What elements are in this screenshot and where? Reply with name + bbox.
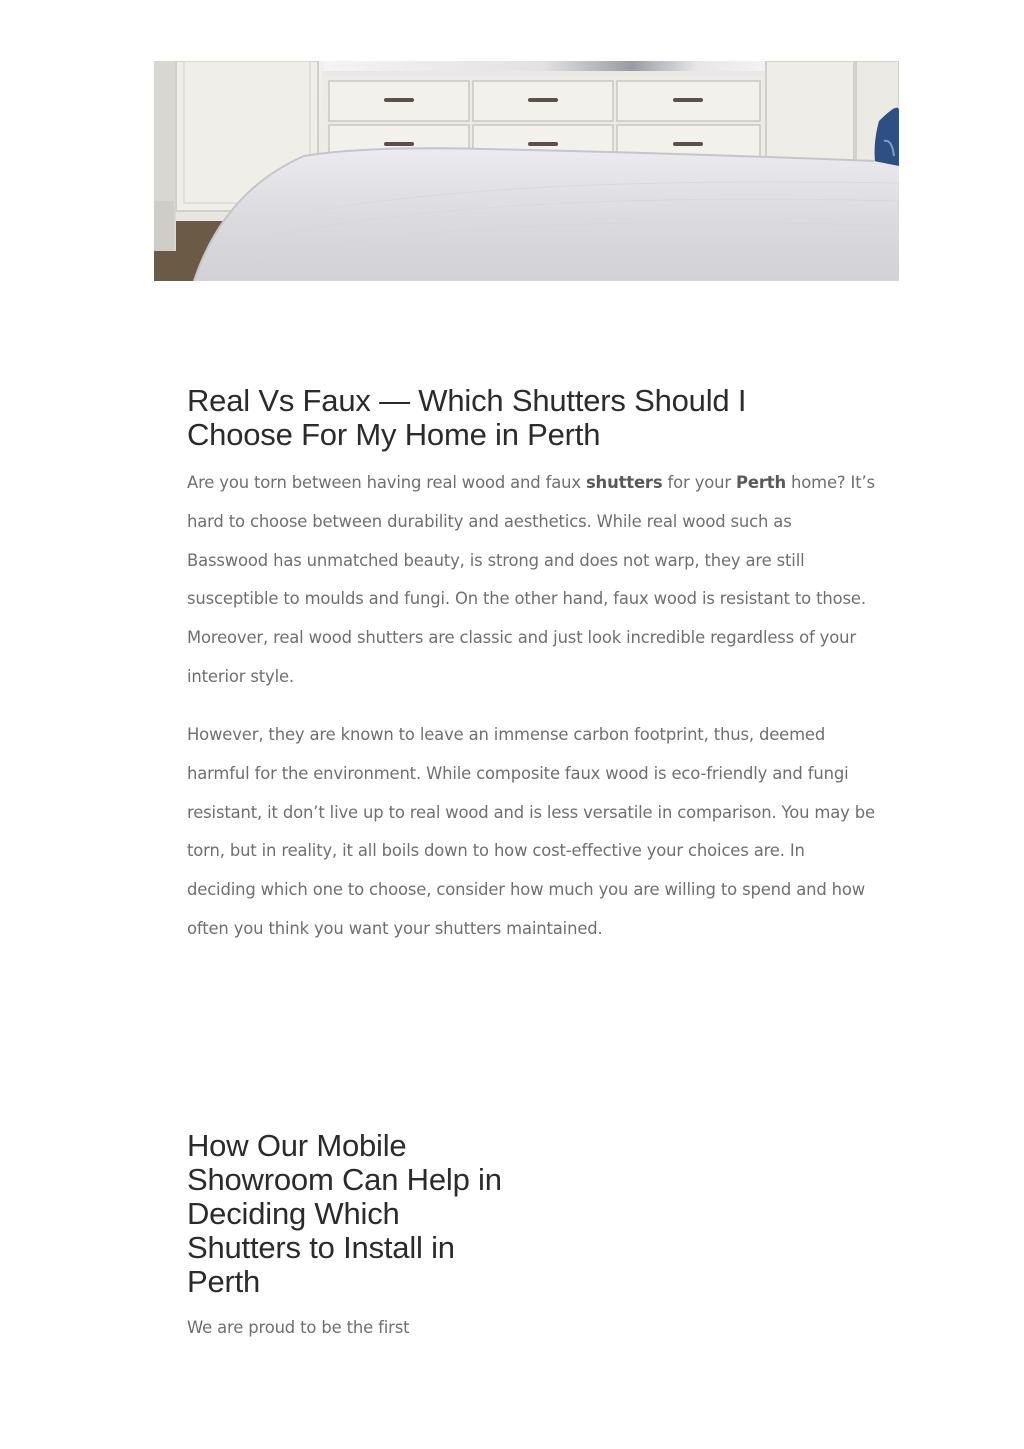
bedroom-photo (154, 61, 899, 281)
article-heading-real-vs-faux: Real Vs Faux — Which Shutters Should I Choose For My Home in Perth (187, 383, 747, 452)
article-heading-mobile-showroom: How Our Mobile Showroom Can Help in Deciding Which Shutters to Install in Perth (187, 1128, 502, 1299)
article-paragraph-2: However, they are known to leave an immense carbon footprint, thus, deemed harmful for the environment. While composite faux wood is eco-friendly and fungi resistant, it don’t live up to real wood and is less versatile in comparison. You may be torn, but in reality, it all boils down to how cost-effective your choices are. In deciding which one to choose, consider how much you are willing to spend and how often you think you want your shutters maintained. (187, 725, 875, 938)
hero-image (154, 61, 899, 281)
keyword-shutters: shutters (585, 473, 663, 492)
article-paragraph-3: We are proud to be the first (187, 1318, 410, 1337)
paragraph-text: home? It’s hard to choose between durability and aesthetics. While real wood such as Basswood has unmatched beauty, is strong and does not warp, they are still susceptible to moulds and fungi. On the other hand, faux wood is resistant to those. Moreover, real wood shutters are classic and just look incredible regardless of your interior style. (187, 473, 875, 686)
paragraph-text: Are you torn between having real wood and faux (187, 473, 586, 492)
keyword-perth: Perth (736, 473, 786, 492)
paragraph-text: for your (662, 473, 737, 492)
article-paragraph-1 (187, 464, 877, 697)
